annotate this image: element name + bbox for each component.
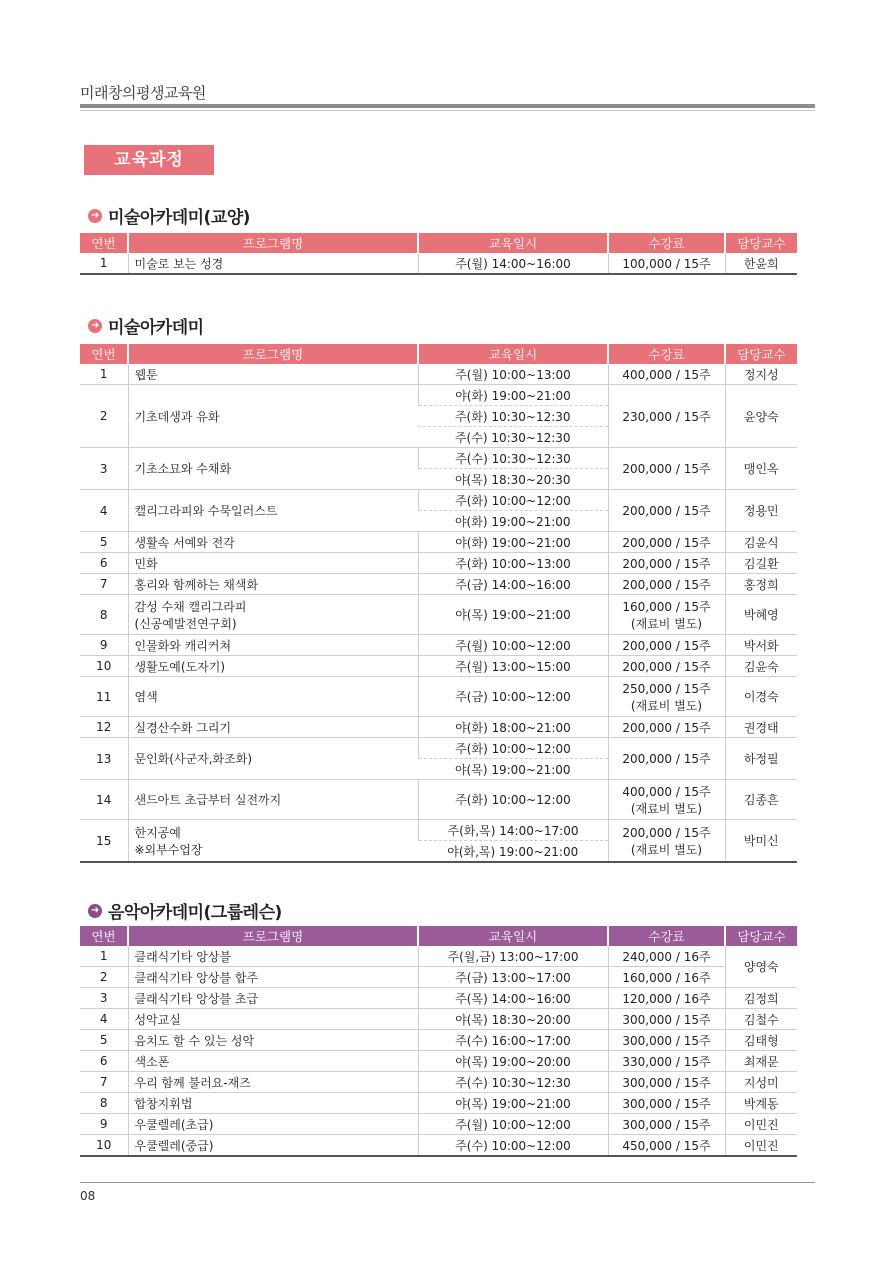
row-program: 색소폰: [128, 1051, 418, 1072]
row-no: 14: [80, 780, 128, 820]
row-no: 10: [80, 1135, 128, 1157]
section-title-music: [88, 898, 282, 923]
table-row: [80, 1135, 797, 1157]
row-program: [128, 780, 418, 820]
row-no: 6: [80, 1051, 128, 1072]
row-program-line: 캘리그라피와 수묵일러스트: [134, 504, 278, 518]
row-no: 6: [80, 553, 128, 574]
row-prof: 김윤숙: [725, 656, 797, 677]
arrow-circle-icon: ➜: [88, 209, 102, 223]
row-prof: 박계동: [725, 1093, 797, 1114]
row-schedule: 주(화) 10:00~12:00: [418, 780, 608, 820]
row-no: 1: [80, 364, 128, 385]
row-schedule: 주(화) 10:00~12:00: [418, 490, 608, 511]
row-no: 3: [80, 448, 128, 490]
row-program: [128, 385, 418, 448]
row-fee: [608, 553, 725, 574]
row-program-line: 문인화(사군자,화조화): [134, 752, 253, 766]
row-no: 5: [80, 1030, 128, 1051]
table-row: [80, 988, 797, 1009]
row-prof: 이경숙: [725, 677, 797, 717]
row-fee-line: 160,000 / 15주: [622, 599, 711, 614]
row-program: [128, 738, 418, 780]
row-prof: 이민진: [725, 1135, 797, 1157]
row-fee: [608, 677, 725, 717]
row-schedule: 주(수) 10:30~12:30: [418, 427, 608, 448]
row-prof: 윤양숙: [725, 385, 797, 448]
table-row: [80, 780, 797, 820]
row-schedule: 야(목) 18:30~20:00: [418, 1009, 608, 1030]
row-program: [128, 490, 418, 532]
row-no: 1: [80, 946, 128, 967]
row-no: 2: [80, 967, 128, 988]
row-fee: 100,000 / 15주: [608, 253, 725, 274]
table-row: [80, 967, 797, 988]
row-fee: [608, 595, 725, 635]
row-no: 13: [80, 738, 128, 780]
page-header-title: 미래창의평생교육원: [80, 84, 206, 102]
row-fee: [608, 820, 725, 863]
table-row: [80, 1030, 797, 1051]
row-no: 4: [80, 490, 128, 532]
row-program: 클래식기타 앙상블 초급: [128, 988, 418, 1009]
row-no: 8: [80, 1093, 128, 1114]
table-row: [80, 717, 797, 738]
section-title-text: 음악아카데미(그룹레슨): [108, 903, 282, 923]
row-program-line: (신공예발전연구회): [134, 616, 237, 631]
row-program-line: 실경산수화 그리기: [134, 720, 232, 735]
row-program-line: 감성 수채 캘리그라피: [134, 599, 247, 614]
col-header-prof: 담당교수: [725, 926, 797, 946]
row-fee: [608, 574, 725, 595]
row-fee: [608, 532, 725, 553]
table-row: [80, 656, 797, 677]
table-row: [80, 1072, 797, 1093]
row-program-line: 기초소묘와 수채화: [134, 462, 232, 476]
row-schedule: 주(월) 10:00~12:00: [418, 635, 608, 656]
table-row: [80, 1093, 797, 1114]
row-prof: 김종흔: [725, 780, 797, 820]
section-title-art-liberal: [88, 203, 250, 228]
row-schedule: 주(월) 13:00~15:00: [418, 656, 608, 677]
row-program: 미술로 보는 성경: [128, 253, 418, 274]
col-header-schedule: 교육일시: [418, 926, 608, 946]
row-program: 음치도 할 수 있는 성악: [128, 1030, 418, 1051]
row-schedule: 주(수) 16:00~17:00: [418, 1030, 608, 1051]
row-schedule: 주(수) 10:30~12:30: [418, 1072, 608, 1093]
row-schedule: 야(목) 18:30~20:30: [418, 469, 608, 490]
row-prof: 이민진: [725, 1114, 797, 1135]
table-art-liberal: [80, 233, 797, 275]
row-schedule: 야(화) 19:00~21:00: [418, 532, 608, 553]
row-program-line: 생활속 서예와 전각: [134, 535, 235, 550]
row-program-line: 한지공예: [134, 825, 181, 840]
row-schedule: 야(목) 19:00~20:00: [418, 1051, 608, 1072]
row-schedule: 주(월) 10:00~12:00: [418, 1114, 608, 1135]
row-no: 15: [80, 820, 128, 863]
row-fee-line: 200,000 / 15주: [622, 659, 711, 674]
row-program: 우리 함께 불러요-재즈: [128, 1072, 418, 1093]
table-row: [80, 677, 797, 717]
row-program-line: ※외부수업장: [134, 842, 203, 857]
row-prof: 한윤희: [725, 253, 797, 274]
row-program-line: 민화: [134, 556, 158, 571]
row-no: 7: [80, 1072, 128, 1093]
row-prof: 김길환: [725, 553, 797, 574]
table-row: [80, 635, 797, 656]
row-program: 우쿨렐레(중급): [128, 1135, 418, 1157]
row-schedule: 야(목) 19:00~21:00: [418, 595, 608, 635]
row-fee-line: 200,000 / 15주: [622, 556, 711, 571]
col-header-no: 연번: [80, 344, 128, 364]
row-schedule: 야(화,목) 19:00~21:00: [418, 841, 608, 863]
table-row: [80, 448, 797, 469]
row-fee: [608, 490, 725, 532]
row-prof: 맹인옥: [725, 448, 797, 490]
row-no: 10: [80, 656, 128, 677]
row-prof: 박서화: [725, 635, 797, 656]
row-prof: 양영숙: [725, 946, 797, 988]
curriculum-badge: 교육과정: [84, 145, 214, 175]
row-program: [128, 532, 418, 553]
row-fee: 300,000 / 15주: [608, 1072, 725, 1093]
row-program-line: 샌드아트 초급부터 실전까지: [134, 793, 282, 807]
row-program-line: 웹툰: [134, 367, 158, 382]
row-fee: 330,000 / 15주: [608, 1051, 725, 1072]
row-fee-line: (재료비 별도): [630, 616, 703, 631]
row-no: 8: [80, 595, 128, 635]
section-title-text: 미술아카데미(교양): [108, 208, 250, 228]
row-prof: 정지성: [725, 364, 797, 385]
row-schedule: 주(화) 10:00~12:00: [418, 738, 608, 759]
row-program: 성악교실: [128, 1009, 418, 1030]
row-schedule: 야(목) 19:00~21:00: [418, 1093, 608, 1114]
row-fee: [608, 448, 725, 490]
row-program: [128, 677, 418, 717]
table-row: [80, 946, 797, 967]
row-fee-line: (재료비 별도): [630, 842, 703, 857]
footer-divider: [80, 1182, 815, 1183]
row-fee-line: 200,000 / 15주: [622, 638, 711, 653]
arrow-circle-icon: ➜: [88, 904, 102, 918]
row-prof: 권경태: [725, 717, 797, 738]
row-no: 9: [80, 1114, 128, 1135]
row-program: 우쿨렐레(초급): [128, 1114, 418, 1135]
row-fee: [608, 364, 725, 385]
row-prof: 김철수: [725, 1009, 797, 1030]
row-prof: 김정희: [725, 988, 797, 1009]
table-row: [80, 595, 797, 635]
row-no: 2: [80, 385, 128, 448]
row-schedule: 야(화) 19:00~21:00: [418, 385, 608, 406]
section-title-text: 미술아카데미: [108, 318, 204, 338]
row-schedule: 주(수) 10:30~12:30: [418, 448, 608, 469]
row-schedule: 야(화) 19:00~21:00: [418, 511, 608, 532]
row-fee: 450,000 / 15주: [608, 1135, 725, 1157]
row-program: [128, 595, 418, 635]
col-header-prof: 담당교수: [725, 344, 797, 364]
row-program-line: 생활도예(도자기): [134, 659, 226, 674]
table-row: [80, 385, 797, 406]
header-divider: [80, 104, 815, 108]
row-prof: 최재문: [725, 1051, 797, 1072]
table-row: [80, 532, 797, 553]
row-fee-line: 200,000 / 15주: [622, 825, 711, 840]
table-row: [80, 364, 797, 385]
table-row: [80, 490, 797, 511]
col-header-schedule: 교육일시: [418, 344, 608, 364]
row-no: 4: [80, 1009, 128, 1030]
col-header-fee: 수강료: [608, 233, 725, 253]
col-header-no: 연번: [80, 926, 128, 946]
row-fee: [608, 385, 725, 448]
row-fee-line: 200,000 / 15주: [622, 462, 711, 476]
row-program-line: 홍리와 함께하는 채색화: [134, 577, 259, 592]
row-program-line: 염색: [134, 690, 158, 704]
row-prof: 박미신: [725, 820, 797, 863]
row-no: 1: [80, 253, 128, 274]
row-schedule: 주(화,목) 14:00~17:00: [418, 820, 608, 841]
section-title-art: [88, 313, 204, 338]
row-program: [128, 574, 418, 595]
row-program: [128, 553, 418, 574]
row-schedule: 주(화) 10:30~12:30: [418, 406, 608, 427]
row-fee-line: 200,000 / 15주: [622, 535, 711, 550]
row-schedule: 야(목) 19:00~21:00: [418, 759, 608, 780]
row-prof: 지성미: [725, 1072, 797, 1093]
row-program: [128, 820, 418, 863]
table-row: [80, 1051, 797, 1072]
row-fee-line: 400,000 / 15주: [622, 367, 711, 382]
row-no: 5: [80, 532, 128, 553]
row-schedule: 주(월) 10:00~13:00: [418, 364, 608, 385]
row-prof: 박혜영: [725, 595, 797, 635]
row-schedule: 주(수) 10:00~12:00: [418, 1135, 608, 1157]
row-fee-line: 400,000 / 15주: [622, 784, 711, 799]
row-fee: 300,000 / 15주: [608, 1030, 725, 1051]
row-prof: 하정필: [725, 738, 797, 780]
table-music: [80, 926, 797, 1157]
row-program-line: 인물화와 캐리커쳐: [134, 638, 232, 653]
table-row: [80, 553, 797, 574]
row-prof: 김태형: [725, 1030, 797, 1051]
arrow-circle-icon: ➜: [88, 319, 102, 333]
row-fee: [608, 635, 725, 656]
row-fee: [608, 656, 725, 677]
row-schedule: 주(금) 10:00~12:00: [418, 677, 608, 717]
row-fee: 300,000 / 15주: [608, 1093, 725, 1114]
row-program: [128, 656, 418, 677]
row-program: [128, 448, 418, 490]
row-schedule: 주(금) 14:00~16:00: [418, 574, 608, 595]
row-fee-line: 230,000 / 15주: [622, 409, 711, 424]
row-fee: [608, 738, 725, 780]
col-header-program: 프로그램명: [128, 233, 418, 253]
row-program: [128, 717, 418, 738]
row-program-line: 기초데생과 유화: [134, 409, 220, 424]
row-fee-line: (재료비 별도): [630, 801, 703, 816]
row-schedule: 주(화) 10:00~13:00: [418, 553, 608, 574]
row-no: 11: [80, 677, 128, 717]
row-fee: 160,000 / 16주: [608, 967, 725, 988]
table-row: [80, 820, 797, 841]
row-fee: 120,000 / 16주: [608, 988, 725, 1009]
row-fee: 240,000 / 16주: [608, 946, 725, 967]
row-schedule: 야(화) 18:00~21:00: [418, 717, 608, 738]
row-fee: 300,000 / 15주: [608, 1009, 725, 1030]
row-fee-line: (재료비 별도): [630, 698, 703, 713]
row-no: 9: [80, 635, 128, 656]
row-fee-line: 200,000 / 15주: [622, 577, 711, 592]
table-row: [80, 574, 797, 595]
table-art: [80, 344, 797, 863]
col-header-fee: 수강료: [608, 344, 725, 364]
row-fee-line: 200,000 / 15주: [622, 720, 711, 735]
col-header-schedule: 교육일시: [418, 233, 608, 253]
col-header-no: 연번: [80, 233, 128, 253]
table-row: [80, 738, 797, 759]
row-no: 3: [80, 988, 128, 1009]
header-divider-thin: [80, 110, 815, 111]
col-header-program: 프로그램명: [128, 344, 418, 364]
row-prof: 김윤식: [725, 532, 797, 553]
row-fee: [608, 717, 725, 738]
page-number: 08: [80, 1189, 96, 1203]
row-prof: 홍정희: [725, 574, 797, 595]
row-program: [128, 364, 418, 385]
row-program: 클래식기타 앙상블: [128, 946, 418, 967]
table-row: [80, 253, 797, 274]
table-row: [80, 1114, 797, 1135]
row-no: 12: [80, 717, 128, 738]
row-program: 클래식기타 앙상블 합주: [128, 967, 418, 988]
row-fee: 300,000 / 15주: [608, 1114, 725, 1135]
col-header-prof: 담당교수: [725, 233, 797, 253]
row-schedule: 주(월) 14:00~16:00: [418, 253, 608, 274]
row-schedule: 주(목) 14:00~16:00: [418, 988, 608, 1009]
row-no: 7: [80, 574, 128, 595]
row-program: [128, 635, 418, 656]
row-fee-line: 250,000 / 15주: [622, 681, 711, 696]
row-fee: [608, 780, 725, 820]
row-schedule: 주(금) 13:00~17:00: [418, 967, 608, 988]
row-prof: 정용민: [725, 490, 797, 532]
row-program: 합창지휘법: [128, 1093, 418, 1114]
row-schedule: 주(월,금) 13:00~17:00: [418, 946, 608, 967]
col-header-program: 프로그램명: [128, 926, 418, 946]
row-fee-line: 200,000 / 15주: [622, 504, 711, 518]
col-header-fee: 수강료: [608, 926, 725, 946]
row-fee-line: 200,000 / 15주: [622, 752, 711, 766]
table-row: [80, 1009, 797, 1030]
